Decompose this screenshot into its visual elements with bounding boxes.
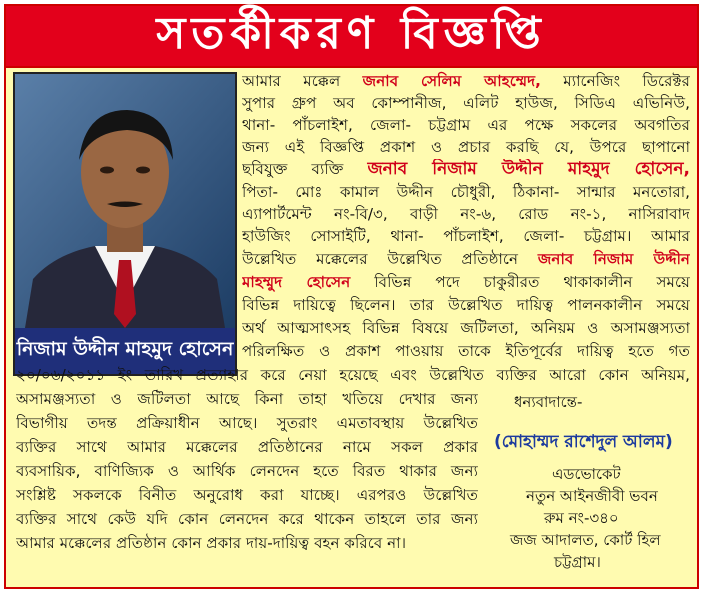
subject-name: জনাব নিজাম উদ্দীন মাহমুদ হোসেন, (367, 159, 690, 179)
body-line: পরিলক্ষিত ও প্রকাশ পাওয়ায় তাকে ইতিপূর্বের দায়িত্ব হতে গত (242, 342, 690, 360)
body-line: বিভাগীয় তদন্ত প্রক্রিয়াধীন আছে। সুতরাং এমতাবস্থায় উল্লেখিত (16, 414, 478, 432)
photo-caption: নিজাম উদ্দীন মাহমুদ হোসেন (15, 328, 235, 374)
body-line: ২০/০৬/২০১১ ইং তারিখ প্রত্যাহার করে নেয়া হয়েছে এবং উল্লেখিত ব্যক্তির আরো কোন অনিয়ম, (16, 366, 690, 384)
body-line: হাউজিং সোসাইটি, থানা- পাঁচলাইশ, জেলা- চট্টগ্রাম। আমার (242, 227, 690, 245)
subject-name: মাহম্মুদ হোসেন (242, 273, 351, 291)
body-line: বিভিন্ন দায়িত্বে ছিলেন। তার উল্লেখিত দায়িত্ব পালনকালীন সময়ে (242, 296, 690, 314)
body-line: ছবিযুক্ত ব্যক্তি জনাব নিজাম উদ্দীন মাহমুদ হোসেন, (242, 159, 690, 179)
body-line: অর্থ আত্মসাৎসহ বিভিন্ন বিষয়ে জটিলতা, অনিয়ম ও অসামঞ্জস্যতা (242, 319, 690, 337)
body-line: ব্যক্তির সাথে আমার মক্কেলের প্রতিষ্ঠানের নামে সকল প্রকার (16, 438, 478, 456)
body-line: আমার মক্কেল জনাব সেলিম আহম্মেদ, ম্যানেজিং ডিরেক্টর (242, 72, 690, 90)
person-photo (15, 74, 235, 328)
body-line: ব্যক্তির সাথে কেউ যদি কোন লেনদেন করে থাকেন তাহলে তার জন্য (16, 510, 478, 528)
body-line: এ্যাপার্টমেন্ট নং-বি/৩, বাড়ী নং-৬, রোড নং-১, নাসিরাবাদ (242, 205, 690, 223)
body-line: সংশ্লিষ্ট সকলকে বিনীত অনুরোধ করা যাচ্ছে। এরপরও উল্লেখিত (16, 486, 478, 504)
signature-building: নতুন আইনজীবী ভবন (526, 487, 658, 505)
body-line: আমার মক্কেলের প্রতিষ্ঠান কোন প্রকার দায়-দায়িত্ব বহন করিবে না। (16, 534, 406, 552)
signature-room: রুম নং-৩৪০ (544, 509, 619, 527)
notice-headline-banner (6, 6, 697, 68)
body-line: উল্লেখিত মক্কেলের উল্লেখিত প্রতিষ্ঠানে জনাব নিজাম উদ্দীন (242, 250, 690, 268)
body-line: ব্যবসায়িক, বাণিজ্যিক ও আর্থিক লেনদেন হতে বিরত থাকার জন্য (16, 462, 478, 480)
signature-greeting: ধন্যবাদান্তে- (514, 393, 583, 411)
body-line: সুপার গ্রুপ অব কোম্পানীজ, এলিট হাউজ, সিডিএ এভিনিউ, (242, 94, 690, 112)
signature-name: (মোহাম্মদ রাশেদুল আলম) (494, 432, 673, 452)
notice-headline: সতর্কীকরণ বিজ্ঞপ্তি (156, 7, 547, 59)
body-line: অসামঞ্জস্যতা ও জটিলতা আছে কিনা তাহা খতিয়ে দেখার জন্য (16, 390, 478, 408)
signature-title: এডভোকেট (552, 465, 621, 483)
body-line: থানা- পাঁচলাইশ, জেলা- চট্টগ্রাম এর পক্ষে সকলের অবগতির (242, 116, 690, 134)
subject-name: জনাব নিজাম উদ্দীন (537, 250, 690, 268)
body-line: পিতা- মোঃ কামাল উদ্দীন চৌধুরী, ঠিকানা- সান্মার মনতোরা, (242, 183, 690, 201)
photo-frame (13, 72, 237, 376)
signature-court: জজ আদালত, কোর্ট হিল (510, 531, 661, 549)
body-line: মাহম্মুদ হোসেন বিভিন্ন পদে চাকুরীরত থাকাকালীন সময়ে (242, 273, 690, 291)
warning-notice (4, 4, 699, 589)
body-line: জন্য এই বিজ্ঞপ্তি প্রকাশ ও প্রচার করছি যে, উপরে ছাপানো (242, 138, 690, 156)
client-name: জনাব সেলিম আহম্মেদ, (362, 72, 541, 90)
signature-city: চট্টগ্রাম। (554, 553, 601, 571)
